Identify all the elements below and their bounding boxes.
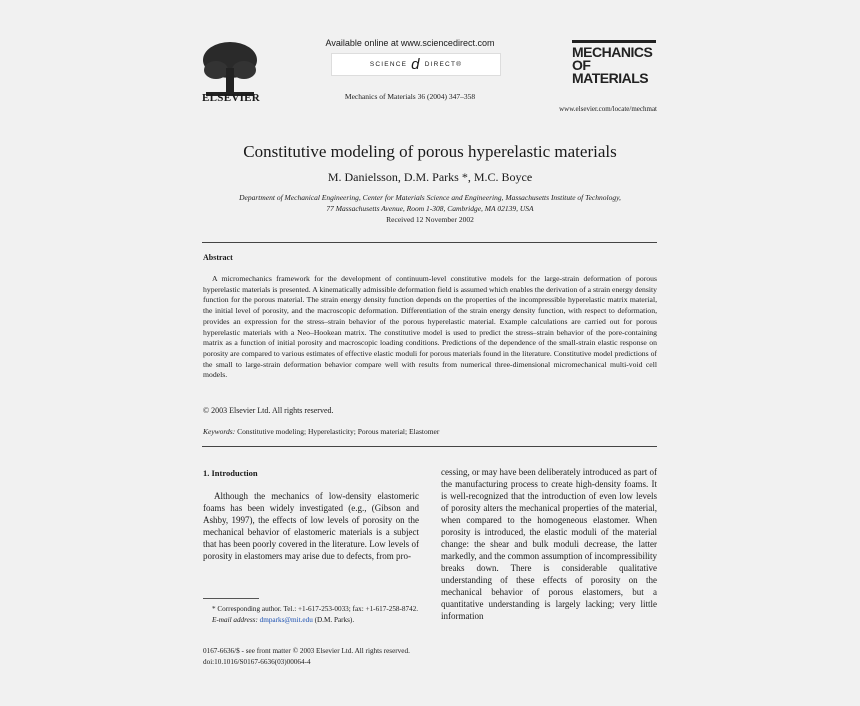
sd-left-text: SCIENCE <box>369 61 408 68</box>
email-link[interactable]: dmparks@mit.edu <box>257 615 313 624</box>
affiliation-line: Department of Mechanical Engineering, Center for Materials Science and Engineering, Massachusetts Institute of Technology, <box>239 193 621 202</box>
publisher-name: ELSEVIER <box>202 92 261 104</box>
abstract-heading: Abstract <box>203 253 233 262</box>
article-authors: M. Danielsson, D.M. Parks *, M.C. Boyce <box>327 170 533 184</box>
journal-logo <box>572 46 652 85</box>
availability-note: Available online at www.sciencedirect.com <box>325 38 495 48</box>
journal-logo-line: MECHANICS <box>572 44 653 60</box>
abstract-text: A micromechanics framework for the development of continuum-level constitutive models for the large-strain deformation of porous hyperelastic materials is presented. A kinematically admissible deformation field is assumed which enables the derivation of a strain energy density function for the porous material. The strain energy density function depends on the properties of the incompressible hyperelastic matrix material, the initial level of porosity, and the macroscopic deformation. Differentiation of the strain energy density function, with respect to deformation, provides an expression for the stress–strain behavior of the porous hyperelastic material. Example calculations are carried out for porous hyperelastic materials with a Neo–Hookean matrix. The constitutive model is used to predict the stress–strain behavior of the pore-containing matrix as a function of initial porosity and macroscopic loading conditions. Predictions of the dependence of the small-strain elastic response on porosity are compared to various estimates of effective elastic moduli for porous materials found in the literature. Constitutive model predictions of the small to large-strain deformation behavior compare well with results from numerical three-dimensional micromechanical multi-void cell models. <box>203 274 657 380</box>
keywords-text: Constitutive modeling; Hyperelasticity; Porous material; Elastomer <box>235 427 440 436</box>
page-footer <box>203 646 410 667</box>
sd-at-mark: d <box>411 56 421 73</box>
body-right-column: cessing, or may have been deliberately introduced as part of the manufacturing process to create high-density foams. It is well-recognized that the introduction of even low levels of porosity alters the mechanical properties of the material, when compared to the homogeneous elastomer. When porosity is introduced, the elastic moduli of the material change: the shear and bulk moduli decrease, the latter markedly, and the common assumption of incompressibility breaks down. There is considerable qualitative understanding of these effects of porosity on the mechanical behavior of porous elastomers, but a quantitative understanding is largely lacking; very little information <box>441 467 657 621</box>
body-left-column: Although the mechanics of low-density elastomeric foams has been widely investigated (e.g., (Gibson and Ashby, 1997), the effects of low levels of porosity on the mechanical behavior of elastomeric materials is a subject that has been poorly covered in the literature. Low levels of porosity in elastomers may arise due to defects, from pro- <box>203 491 419 561</box>
doi-line: doi:10.1016/S0167-6636(03)00064-4 <box>203 657 311 666</box>
footnote <box>203 604 419 625</box>
author-affiliation <box>200 192 660 214</box>
email-suffix: (D.M. Parks). <box>312 615 355 624</box>
footnote-rule <box>203 598 259 599</box>
keywords-label: Keywords: <box>203 427 236 436</box>
affiliation-line: 77 Massachusetts Avenue, Room 1-308, Cambridge, MA 02139, USA <box>326 204 534 213</box>
received-date: Received 12 November 2002 <box>386 215 474 224</box>
sd-right-text: DIRECT® <box>424 61 463 68</box>
journal-reference: Mechanics of Materials 36 (2004) 347–358 <box>344 92 476 101</box>
issn-line: 0167-6636/$ - see front matter © 2003 Elsevier Ltd. All rights reserved. <box>203 647 410 655</box>
abstract-copyright: © 2003 Elsevier Ltd. All rights reserved. <box>203 406 334 415</box>
abstract-top-rule <box>202 242 657 243</box>
journal-logo-line: OF <box>572 57 591 73</box>
journal-logo-bar <box>572 40 656 43</box>
keywords <box>203 427 439 436</box>
abstract-bottom-rule <box>202 446 657 447</box>
email-label: E-mail address: <box>212 615 258 624</box>
journal-logo-line: MATERIALS <box>572 70 649 86</box>
elsevier-tree-logo <box>202 40 258 100</box>
sciencedirect-logo <box>331 53 501 76</box>
email-note <box>203 615 419 626</box>
article-title: Constitutive modeling of porous hyperelastic materials <box>243 142 617 161</box>
journal-url[interactable]: www.elsevier.com/locate/mechmat <box>559 105 657 113</box>
paper-page <box>200 30 660 696</box>
section-heading: 1. Introduction <box>203 468 258 478</box>
corresponding-author-note: * Corresponding author. Tel.: +1-617-253-0033; fax: +1-617-258-8742. <box>212 605 419 613</box>
